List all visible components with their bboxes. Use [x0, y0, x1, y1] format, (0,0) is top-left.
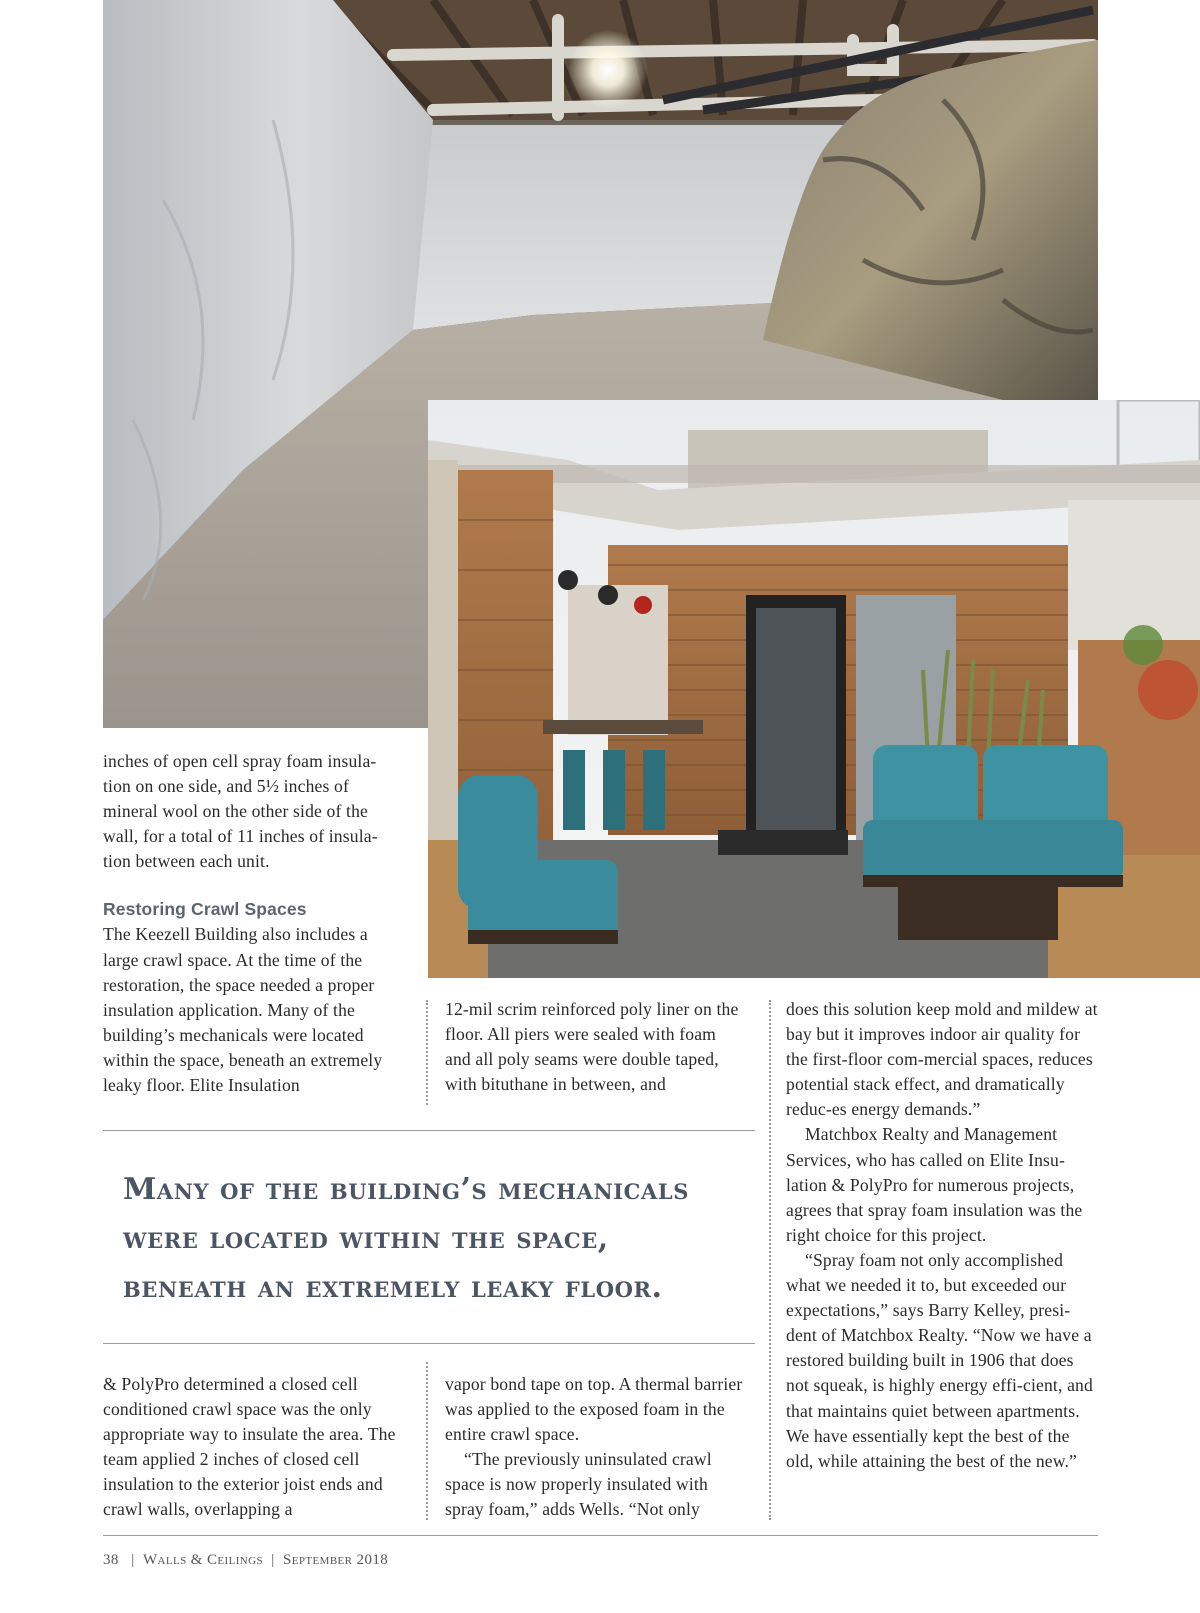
footer-rule: [103, 1535, 1098, 1536]
paragraph: vapor bond tape on top. A thermal barrier was applied to the exposed foam in the entire crawl space.: [445, 1374, 743, 1445]
page-number: 38: [103, 1552, 119, 1568]
pull-quote-line: beneath an extremely leaky floor.: [123, 1270, 663, 1305]
pull-quote-line: Many of the building’s mechanicals: [123, 1172, 690, 1207]
column-1-bottom: [103, 1372, 403, 1523]
paragraph: Matchbox Realty and Management Services, who has called on Elite Insu-lation & PolyPro for numerous projects, agrees that spray foam insulation was the right choice for this project.: [786, 1124, 1083, 1245]
patio-photo: [428, 400, 1200, 978]
paragraph: The Keezell Building also includes a large crawl space. At the time of the restoration, the space needed a proper insulation application. Many of the building’s mechanicals were located within the space, beneath an extremely leaky floor. Elite Insulation: [103, 924, 383, 1096]
column-2-top: [445, 997, 745, 1097]
pull-quote-top-rule: [103, 1130, 755, 1131]
pull-quote-bottom-rule: [103, 1343, 755, 1344]
page-footer: [103, 1552, 388, 1569]
column-divider: [426, 1362, 428, 1520]
paragraph: 12-mil scrim reinforced poly liner on the floor. All piers were sealed with foam and all poly seams were double taped, with bituthane in between, and: [445, 999, 739, 1095]
column-3: [786, 997, 1098, 1474]
paragraph: & PolyPro determined a closed cell conditioned crawl space was the only appropriate way to insulate the area. The team applied 2 inches of closed cell insulation to the exterior joist ends and crawl walls, overlapping a: [103, 1374, 396, 1520]
publication-name: Walls & Ceilings: [142, 1552, 263, 1568]
section-heading: Restoring Crawl Spaces: [103, 899, 307, 920]
paragraph: “The previously uninsulated crawl space is now properly insulated with spray foam,” adds Wells. “Not only: [445, 1449, 712, 1520]
paragraph: does this solution keep mold and mildew at bay but it improves indoor air quality for the first-floor com-mercial spaces, reduces potential stack effect, and dramatically reduc-es energy demands.”: [786, 999, 1098, 1120]
pull-quote-line: were located within the space,: [123, 1221, 609, 1256]
paragraph: “Spray foam not only accomplished what we needed it to, but exceeded our expectations,” says Barry Kelley, presi-dent of Matchbox Realty. “Now we have a restored building built in 1906 that does not squeak, is highly energy effi-cient, and that maintains quiet between apartments. We have essentially kept the best of the old, while attaining the best of the new.”: [786, 1249, 1093, 1471]
column-1-top: [103, 749, 403, 1098]
column-divider: [769, 1000, 771, 1520]
footer-separator: |: [131, 1552, 135, 1568]
issue-date: September 2018: [283, 1552, 389, 1568]
pull-quote: [123, 1165, 743, 1312]
footer-separator: |: [271, 1552, 275, 1568]
paragraph: inches of open cell spray foam insula-tion on one side, and 5½ inches of mineral wool on the other side of the wall, for a total of 11 inches of insula-tion between each unit.: [103, 751, 378, 872]
column-2-bottom: [445, 1372, 750, 1523]
column-divider: [426, 1000, 428, 1105]
